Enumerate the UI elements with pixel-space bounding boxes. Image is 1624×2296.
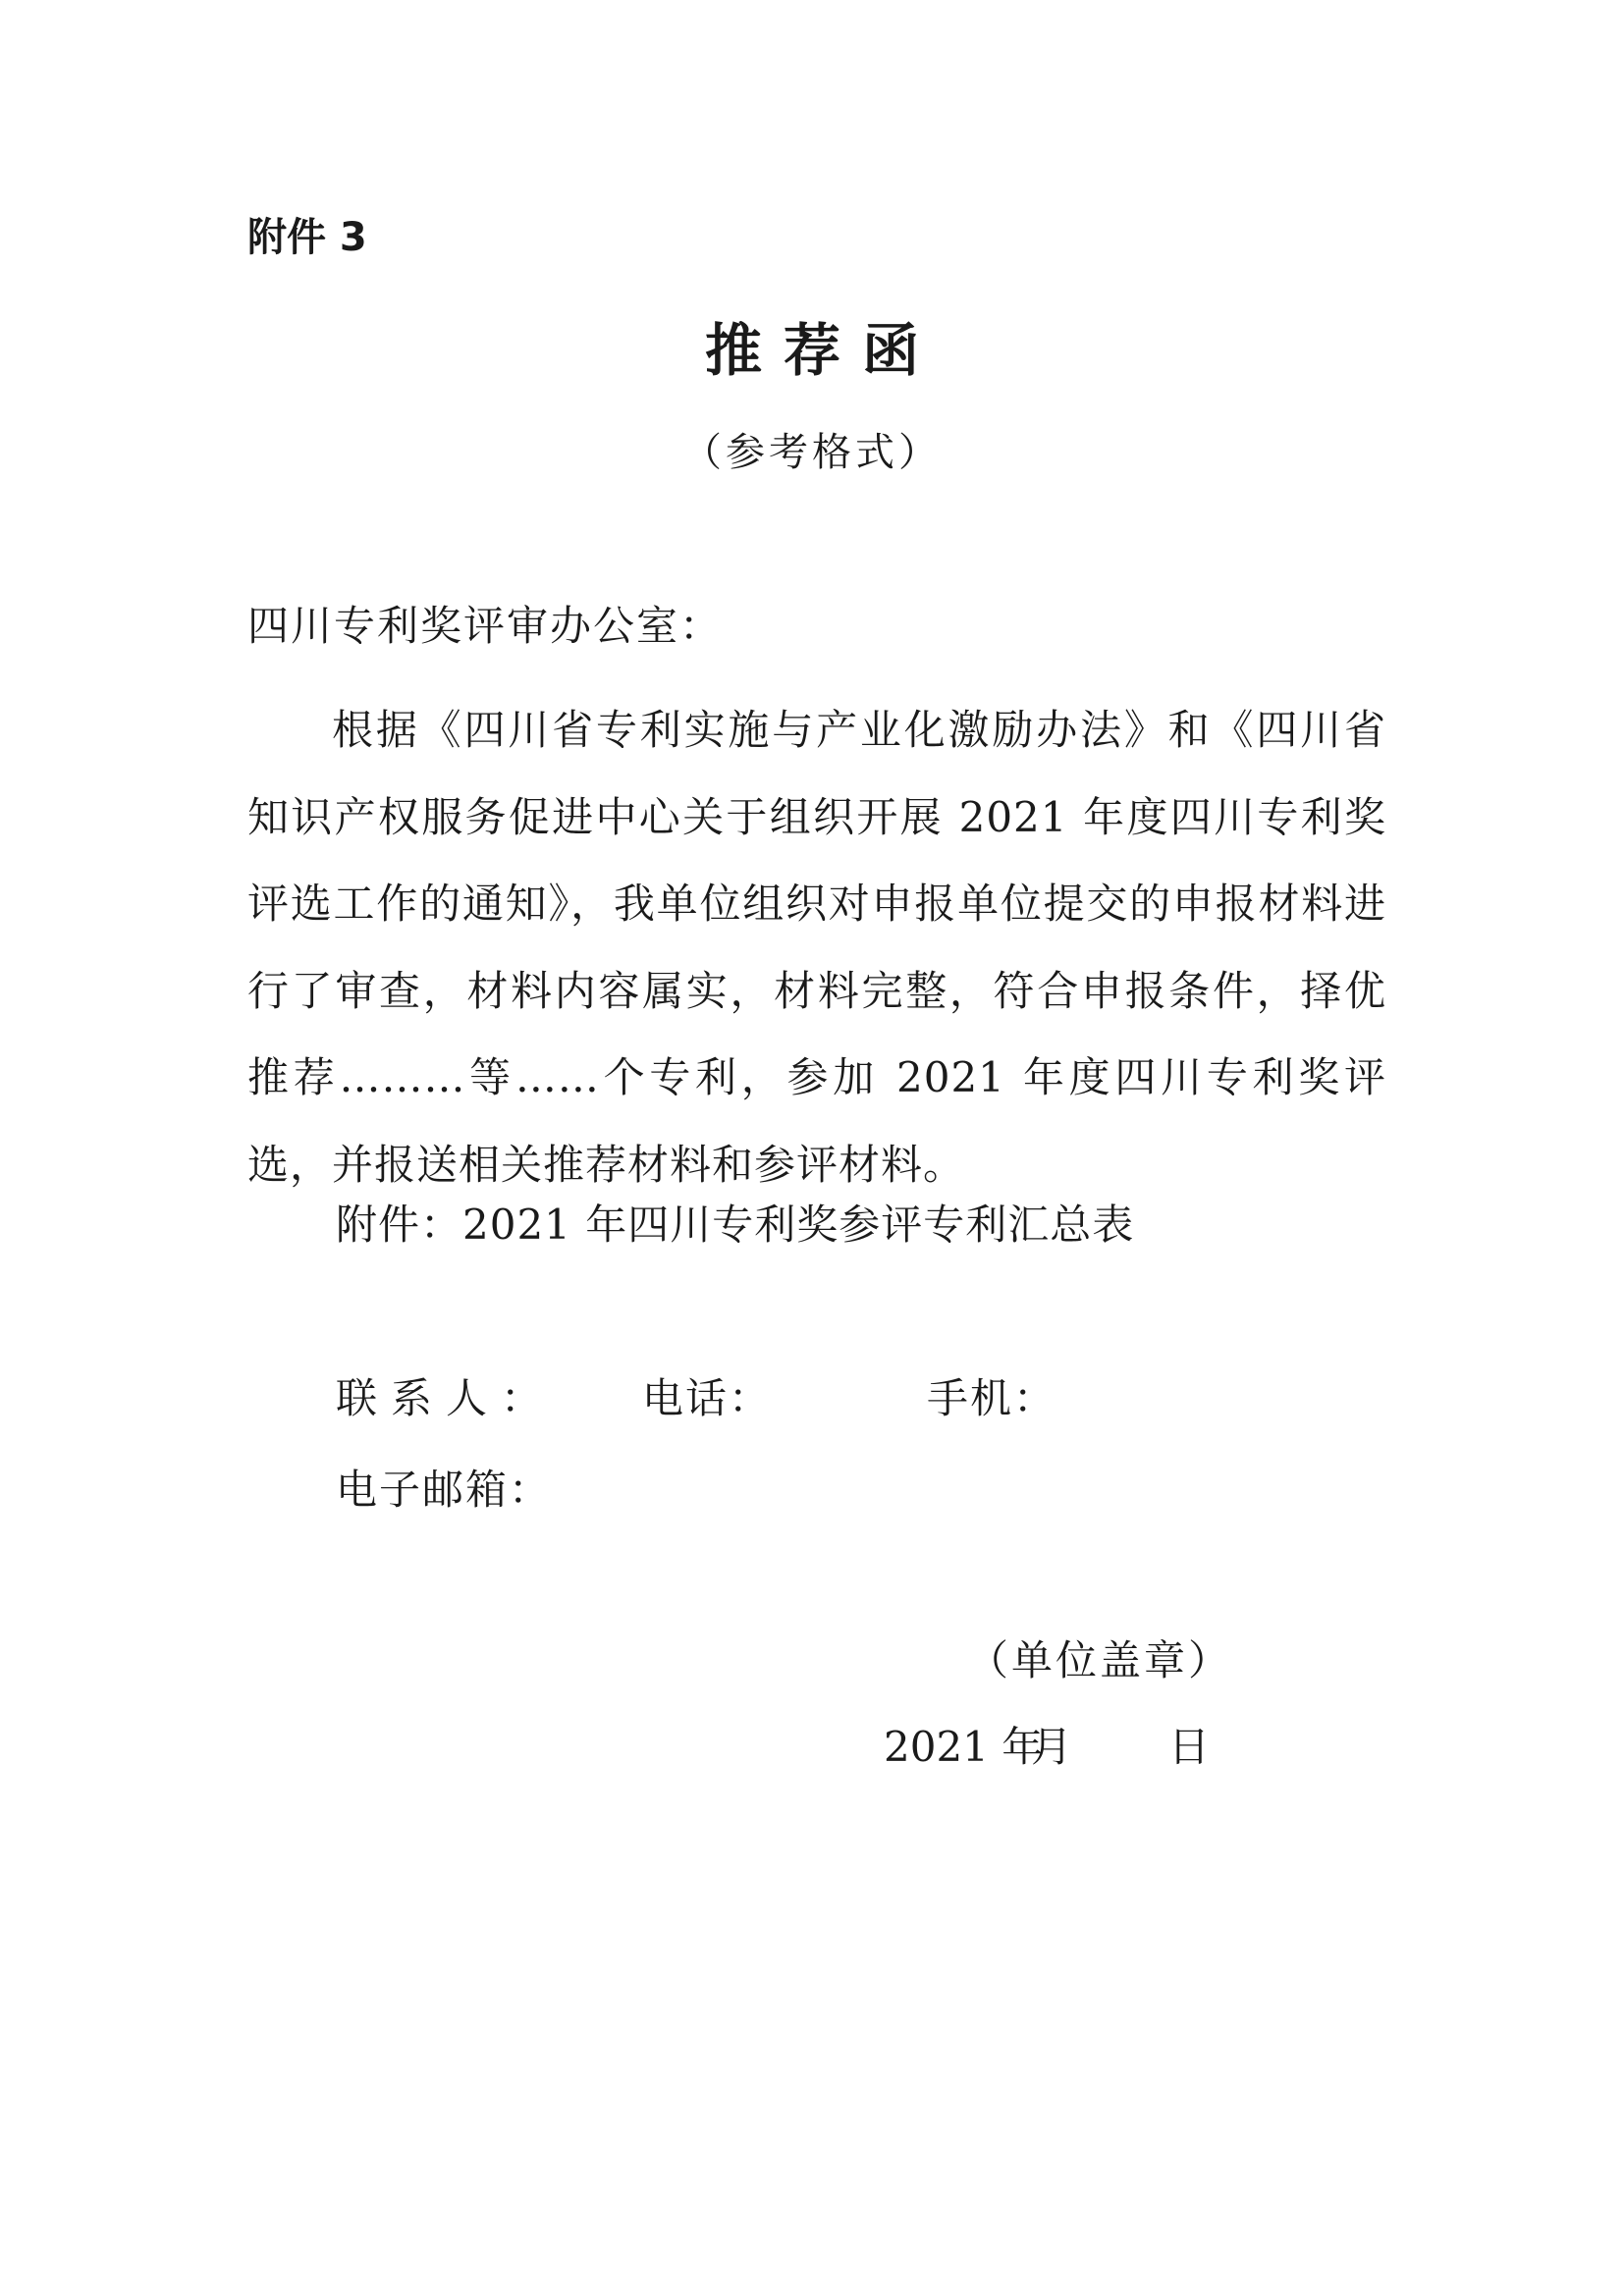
date-year: 2021 年	[884, 1723, 1044, 1771]
date-line	[884, 1723, 1211, 1771]
seal-label: （单位盖章）	[967, 1636, 1233, 1684]
contact-mobile-label: 手机：	[927, 1374, 1057, 1422]
contact-row	[336, 1374, 1057, 1422]
attachment-label: 附件 3	[247, 215, 367, 260]
salutation: 四川专利奖评审办公室：	[247, 602, 724, 650]
page-title: 推荐函	[704, 317, 941, 384]
subtitle: （参考格式）	[682, 430, 942, 475]
date-day: 日	[1168, 1723, 1211, 1771]
contact-phone-label: 电话：	[642, 1374, 773, 1422]
body-paragraph: 根据《四川省专利实施与产业化激励办法》和《四川省知识产权服务促进中心关于组织开展 2021 年度四川专利奖评选工作的通知》，我单位组织对申报单位提交的申报材料进行了审查，材料内容属实，材料完整，符合申报条件，择优推荐………等……个专利，参加 2021 年度四川专利奖评选，并报送相关推荐材料和参评材料。	[247, 706, 1386, 1189]
contact-person-label: 联系人：	[336, 1374, 557, 1422]
email-label: 电子邮箱：	[336, 1466, 553, 1514]
attachment-note: 附件：2021 年四川专利奖参评专利汇总表	[336, 1201, 1135, 1249]
date-month: 月	[1031, 1723, 1073, 1771]
